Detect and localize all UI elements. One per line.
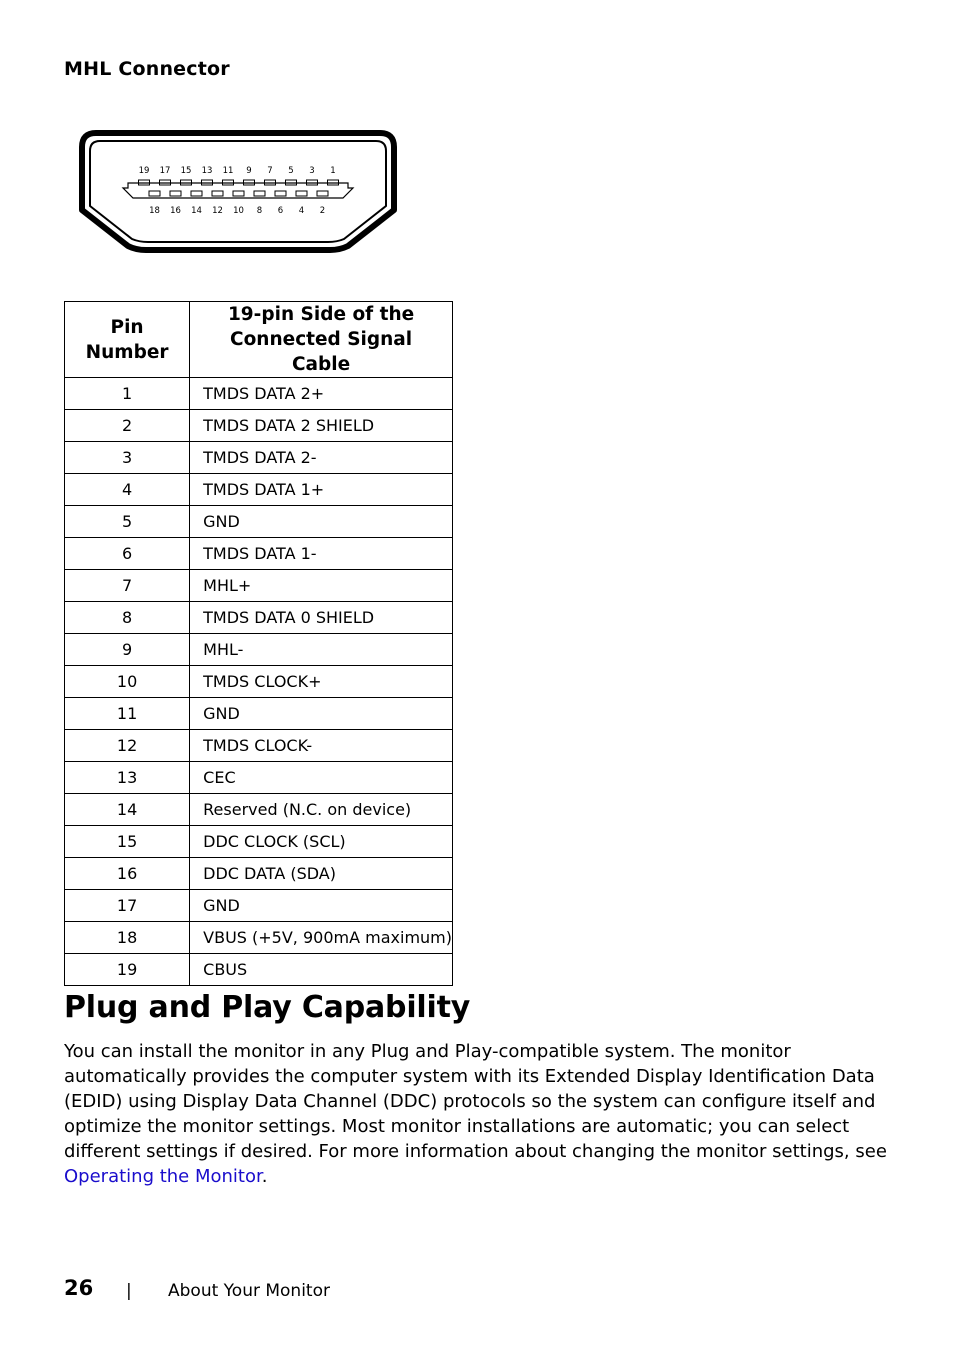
table-row <box>65 634 453 666</box>
signal-cell: GND <box>190 890 453 922</box>
bottom-pin-pad <box>233 191 244 196</box>
table-row <box>65 410 453 442</box>
header-signal: 19-pin Side of the Connected Signal Cable <box>190 302 453 378</box>
signal-cell: GND <box>190 506 453 538</box>
signal-cell: GND <box>190 698 453 730</box>
bottom-pin-label: 16 <box>170 206 181 216</box>
bottom-pin-label: 6 <box>277 206 284 216</box>
body-paragraph <box>64 1040 904 1189</box>
top-pin-label: 11 <box>222 166 234 176</box>
table-row <box>65 506 453 538</box>
table-row <box>65 474 453 506</box>
bottom-pin-pad <box>317 191 328 196</box>
pin-number-cell: 3 <box>65 442 190 474</box>
pin-number-cell: 10 <box>65 666 190 698</box>
table-header-row <box>65 302 453 378</box>
pin-assignment-table <box>64 301 453 986</box>
pin-number-cell: 15 <box>65 826 190 858</box>
pin-number-cell: 18 <box>65 922 190 954</box>
table-row <box>65 538 453 570</box>
signal-cell: CEC <box>190 762 453 794</box>
pin-number-cell: 12 <box>65 730 190 762</box>
pin-number-cell: 11 <box>65 698 190 730</box>
top-pin-label: 13 <box>201 166 213 176</box>
signal-cell: TMDS CLOCK+ <box>190 666 453 698</box>
signal-cell: DDC CLOCK (SCL) <box>190 826 453 858</box>
table-row <box>65 858 453 890</box>
operating-the-monitor-link[interactable]: Operating the Monitor <box>64 1165 262 1187</box>
pin-number-cell: 2 <box>65 410 190 442</box>
pin-number-cell: 16 <box>65 858 190 890</box>
pin-number-cell: 19 <box>65 954 190 986</box>
bottom-pin-label: 12 <box>212 206 223 216</box>
pin-number-cell: 5 <box>65 506 190 538</box>
table-row <box>65 826 453 858</box>
page-number: 26 <box>64 1276 94 1300</box>
bottom-pin-pad <box>275 191 286 196</box>
top-pin-row <box>139 166 339 185</box>
footer-section-title: About Your Monitor <box>168 1281 330 1301</box>
signal-cell: CBUS <box>190 954 453 986</box>
bottom-pin-label: 10 <box>233 206 244 216</box>
signal-cell: MHL+ <box>190 570 453 602</box>
bottom-pin-pad <box>212 191 223 196</box>
pin-number-cell: 7 <box>65 570 190 602</box>
top-pin-label: 3 <box>309 166 315 176</box>
bottom-pin-row <box>149 191 328 216</box>
table-row <box>65 442 453 474</box>
signal-cell: MHL- <box>190 634 453 666</box>
page-title: Plug and Play Capability <box>64 990 471 1025</box>
bottom-pin-pad <box>170 191 181 196</box>
top-pin-label: 5 <box>288 166 294 176</box>
bottom-pin-label: 8 <box>256 206 263 216</box>
pin-number-cell: 9 <box>65 634 190 666</box>
top-pin-label: 17 <box>159 166 171 176</box>
table-row <box>65 602 453 634</box>
top-pin-label: 19 <box>138 166 150 176</box>
signal-cell: VBUS (+5V, 900mA maximum) <box>190 922 453 954</box>
table-row <box>65 698 453 730</box>
bottom-pin-pad <box>254 191 265 196</box>
table-row <box>65 730 453 762</box>
signal-cell: TMDS DATA 1+ <box>190 474 453 506</box>
top-pin-label: 15 <box>180 166 192 176</box>
table-row <box>65 378 453 410</box>
signal-cell: TMDS DATA 1- <box>190 538 453 570</box>
top-pin-label: 1 <box>330 166 336 176</box>
signal-cell: DDC DATA (SDA) <box>190 858 453 890</box>
body-text-end: . <box>261 1165 268 1187</box>
pin-number-cell: 13 <box>65 762 190 794</box>
signal-cell: TMDS DATA 0 SHIELD <box>190 602 453 634</box>
footer-separator: | <box>126 1281 132 1301</box>
top-pin-label: 7 <box>267 166 273 176</box>
mhl-connector-diagram <box>78 128 398 254</box>
bottom-pin-pad <box>296 191 307 196</box>
pin-number-cell: 6 <box>65 538 190 570</box>
page-footer <box>64 1276 564 1308</box>
table-row <box>65 922 453 954</box>
pin-number-cell: 14 <box>65 794 190 826</box>
table-row <box>65 890 453 922</box>
bottom-pin-label: 4 <box>298 206 305 216</box>
table-row <box>65 570 453 602</box>
bottom-pin-pad <box>191 191 202 196</box>
pin-number-cell: 8 <box>65 602 190 634</box>
bottom-pin-pad <box>149 191 160 196</box>
section-heading: MHL Connector <box>64 58 230 80</box>
table-body <box>65 378 453 986</box>
body-text: You can install the monitor in any Plug and Play-compatible system. The monitor automatically provides the computer system with its Extended Display Identification Data (EDID) using Display Data Channel (DDC) protocols so the system can configure itself and optimize the monitor settings. Most monitor installations are automatic; you can select different settings if desired. For more information about changing the monitor settings, see <box>64 1041 887 1162</box>
signal-cell: Reserved (N.C. on device) <box>190 794 453 826</box>
bottom-pin-label: 2 <box>319 206 326 216</box>
signal-cell: TMDS DATA 2- <box>190 442 453 474</box>
signal-cell: TMDS CLOCK- <box>190 730 453 762</box>
bottom-pin-label: 18 <box>149 206 160 216</box>
signal-cell: TMDS DATA 2+ <box>190 378 453 410</box>
pin-number-cell: 17 <box>65 890 190 922</box>
table-row <box>65 954 453 986</box>
bottom-pin-label: 14 <box>191 206 202 216</box>
table-row <box>65 762 453 794</box>
signal-cell: TMDS DATA 2 SHIELD <box>190 410 453 442</box>
pin-number-cell: 1 <box>65 378 190 410</box>
top-pin-label: 9 <box>246 166 252 176</box>
table-row <box>65 666 453 698</box>
header-pin-number: Pin Number <box>65 302 190 378</box>
pin-number-cell: 4 <box>65 474 190 506</box>
table-row <box>65 794 453 826</box>
